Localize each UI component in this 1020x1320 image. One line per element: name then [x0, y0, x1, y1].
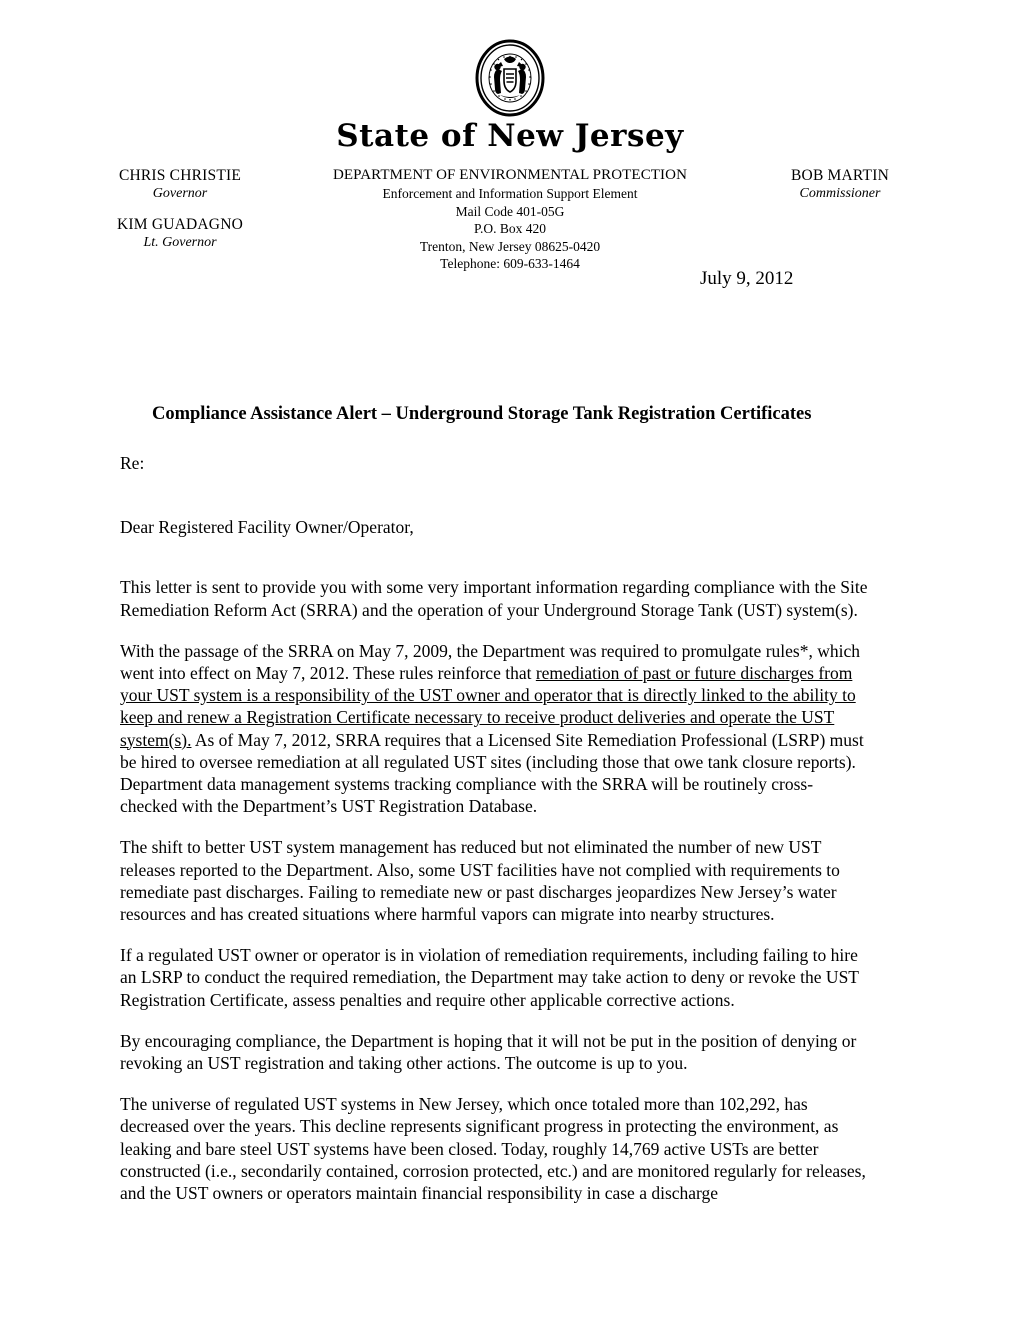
masthead-right-column [715, 166, 965, 203]
paragraph-2-lead: With the passage of the SRRA on May 7, 2009, the Department was required to promulgate rules*, which went into effect on May 7, 2012. These rules reinforce that [120, 640, 860, 684]
commissioner-title: Commissioner [799, 186, 881, 201]
governor-title: Governor [152, 186, 208, 201]
letter-body [120, 452, 868, 1204]
paragraph-2 [120, 640, 868, 818]
paragraph-4: If a regulated UST owner or operator is in violation of remediation requirements, including failing to hire an LSRP to conduct the required remediation, the Department may take action to deny or revoke the UST Registration Certificate, assess penalties and require other applicable corrective actions. [120, 945, 859, 1010]
masthead-center-column [310, 166, 710, 273]
governor-name: CHRIS CHRISTIE [118, 167, 242, 184]
masthead-spacer [55, 203, 305, 215]
paragraph-1: This letter is sent to provide you with some very important information regarding compliance with the Site Remediation Reform Act (SRRA) and the operation of your Underground Storage Tank (UST) system(s). [120, 577, 868, 620]
re-line: Re: [120, 453, 145, 473]
salutation: Dear Registered Facility Owner/Operator, [120, 517, 414, 538]
paragraph-3: The shift to better UST system management has reduced but not eliminated the number of new UST releases reported to the Department. Also, some UST facilities have not complied with requirements to remediate past discharges. Failing to remediate new or past discharges jeopardizes New Jersey’s water resources and has created situations where harmful vapors can migrate into nearby structures. [120, 837, 840, 925]
lt-governor-name: KIM GUADAGNO [117, 216, 243, 233]
telephone: Telephone: 609-633-1464 [440, 256, 580, 271]
paragraph-2-underlined: remediation of past or future discharges from your UST system is a responsibility of the UST owner and operator that is directly linked to the ability to keep and renew a Registration Certificate necessary to receive product deliveries and operate the UST system(s). [120, 663, 856, 750]
letter-date: July 9, 2012 [700, 268, 794, 289]
element-name: Enforcement and Information Support Element [382, 186, 638, 201]
po-box: P.O. Box 420 [473, 221, 546, 236]
new-jersey-state-seal-icon [474, 38, 546, 118]
department-name: DEPARTMENT OF ENVIRONMENTAL PROTECTION [332, 167, 688, 183]
lt-governor-title: Lt. Governor [143, 235, 217, 250]
city-state-zip: Trenton, New Jersey 08625-0420 [419, 238, 601, 254]
state-name-heading: State of New Jersey [336, 118, 684, 154]
seal-container [0, 38, 1020, 118]
masthead-left-column [55, 166, 305, 252]
paragraph-6: The universe of regulated UST systems in New Jersey, which once totaled more than 102,292, has decreased over the years. This decline represents significant progress in protecting the environment, as leaking and bare steel UST systems have been closed. Today, roughly 14,769 active USTs are better constructed (i.e., secondarily contained, corrosion protected, etc.) and are monitored regularly for releases, and the UST owners or operators maintain financial responsibility in case a discharge [120, 1094, 866, 1204]
paragraph-2-tail: As of May 7, 2012, SRRA requires that a Licensed Site Remediation Professional (LSRP) must be hired to oversee remediation at all regulated UST sites (including those that owe tank closure reports). Department data management systems tracking compliance with the SRRA will be routinely cross-checked with the Department’s UST Registration Database. [120, 729, 864, 817]
page-title: Compliance Assistance Alert – Underground Storage Tank Registration Certificates [152, 404, 812, 424]
commissioner-name: BOB MARTIN [791, 167, 889, 184]
paragraph-5: By encouraging compliance, the Department is hoping that it will not be put in the position of denying or revoking an UST registration and taking other actions. The outcome is up to you. [120, 1030, 857, 1074]
masthead [0, 166, 1020, 271]
mail-code: Mail Code 401-05G [455, 203, 565, 219]
